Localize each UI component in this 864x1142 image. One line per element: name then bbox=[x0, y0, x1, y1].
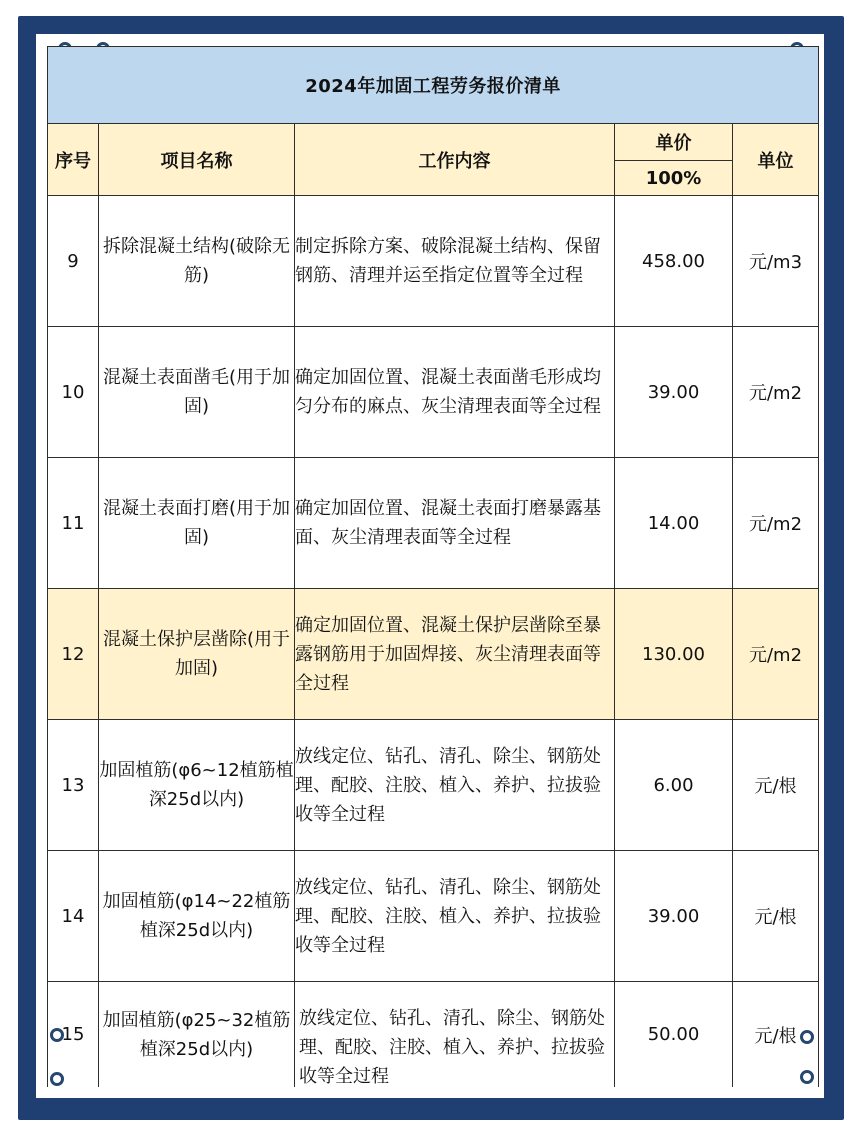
row-content: 确定加固位置、混凝土保护层凿除至暴露钢筋用于加固焊接、灰尘清理表面等全过程 bbox=[295, 589, 615, 720]
header-content: 工作内容 bbox=[295, 124, 615, 196]
row-unit: 元/根 bbox=[733, 720, 819, 851]
row-name: 加固植筋(φ14~22植筋植深25d以内) bbox=[99, 851, 295, 982]
row-content: 确定加固位置、混凝土表面凿毛形成均匀分布的麻点、灰尘清理表面等全过程 bbox=[295, 327, 615, 458]
row-content-cell bbox=[295, 982, 615, 1088]
row-name: 混凝土表面打磨(用于加固) bbox=[99, 458, 295, 589]
header-unit: 单位 bbox=[733, 124, 819, 196]
row-seq: 10 bbox=[48, 327, 99, 458]
table-row bbox=[48, 982, 819, 1088]
price-list-table bbox=[47, 46, 819, 1087]
row-seq: 14 bbox=[48, 851, 99, 982]
row-content: 放线定位、钻孔、清孔、除尘、钢筋处理、配胶、注胶、植入、养护、拉拔验收等全过程 bbox=[299, 1008, 605, 1087]
row-price: 39.00 bbox=[615, 851, 733, 982]
table-row bbox=[48, 851, 819, 982]
header-name: 项目名称 bbox=[99, 124, 295, 196]
row-name: 混凝土保护层凿除(用于加固) bbox=[99, 589, 295, 720]
table-row bbox=[48, 458, 819, 589]
header-seq: 序号 bbox=[48, 124, 99, 196]
row-name: 加固植筋(φ25~32植筋植深25d以内) bbox=[99, 982, 295, 1088]
row-unit: 元/m2 bbox=[733, 589, 819, 720]
row-content: 放线定位、钻孔、清孔、除尘、钢筋处理、配胶、注胶、植入、养护、拉拔验收等全过程 bbox=[295, 720, 615, 851]
header-price-pct: 100% bbox=[615, 161, 733, 196]
row-content: 制定拆除方案、破除混凝土结构、保留钢筋、清理并运至指定位置等全过程 bbox=[295, 196, 615, 327]
row-content: 放线定位、钻孔、清孔、除尘、钢筋处理、配胶、注胶、植入、养护、拉拔验收等全过程 bbox=[295, 851, 615, 982]
row-unit: 元/根 bbox=[733, 982, 819, 1088]
table-row bbox=[48, 196, 819, 327]
table-row bbox=[48, 327, 819, 458]
row-price: 14.00 bbox=[615, 458, 733, 589]
table-row-highlighted bbox=[48, 589, 819, 720]
row-name: 混凝土表面凿毛(用于加固) bbox=[99, 327, 295, 458]
row-seq: 12 bbox=[48, 589, 99, 720]
row-price: 39.00 bbox=[615, 327, 733, 458]
row-seq: 9 bbox=[48, 196, 99, 327]
row-name: 加固植筋(φ6~12植筋植深25d以内) bbox=[99, 720, 295, 851]
row-unit: 元/m2 bbox=[733, 327, 819, 458]
row-seq: 15 bbox=[48, 982, 99, 1088]
row-unit: 元/m3 bbox=[733, 196, 819, 327]
row-price: 6.00 bbox=[615, 720, 733, 851]
row-unit: 元/根 bbox=[733, 851, 819, 982]
header-price: 单价 bbox=[615, 124, 733, 161]
row-seq: 13 bbox=[48, 720, 99, 851]
row-price: 50.00 bbox=[615, 982, 733, 1088]
row-content: 确定加固位置、混凝土表面打磨暴露基面、灰尘清理表面等全过程 bbox=[295, 458, 615, 589]
table-row bbox=[48, 720, 819, 851]
row-price: 130.00 bbox=[615, 589, 733, 720]
row-price: 458.00 bbox=[615, 196, 733, 327]
row-name: 拆除混凝土结构(破除无筋) bbox=[99, 196, 295, 327]
table-title: 2024年加固工程劳务报价清单 bbox=[48, 47, 819, 124]
row-unit: 元/m2 bbox=[733, 458, 819, 589]
row-seq: 11 bbox=[48, 458, 99, 589]
